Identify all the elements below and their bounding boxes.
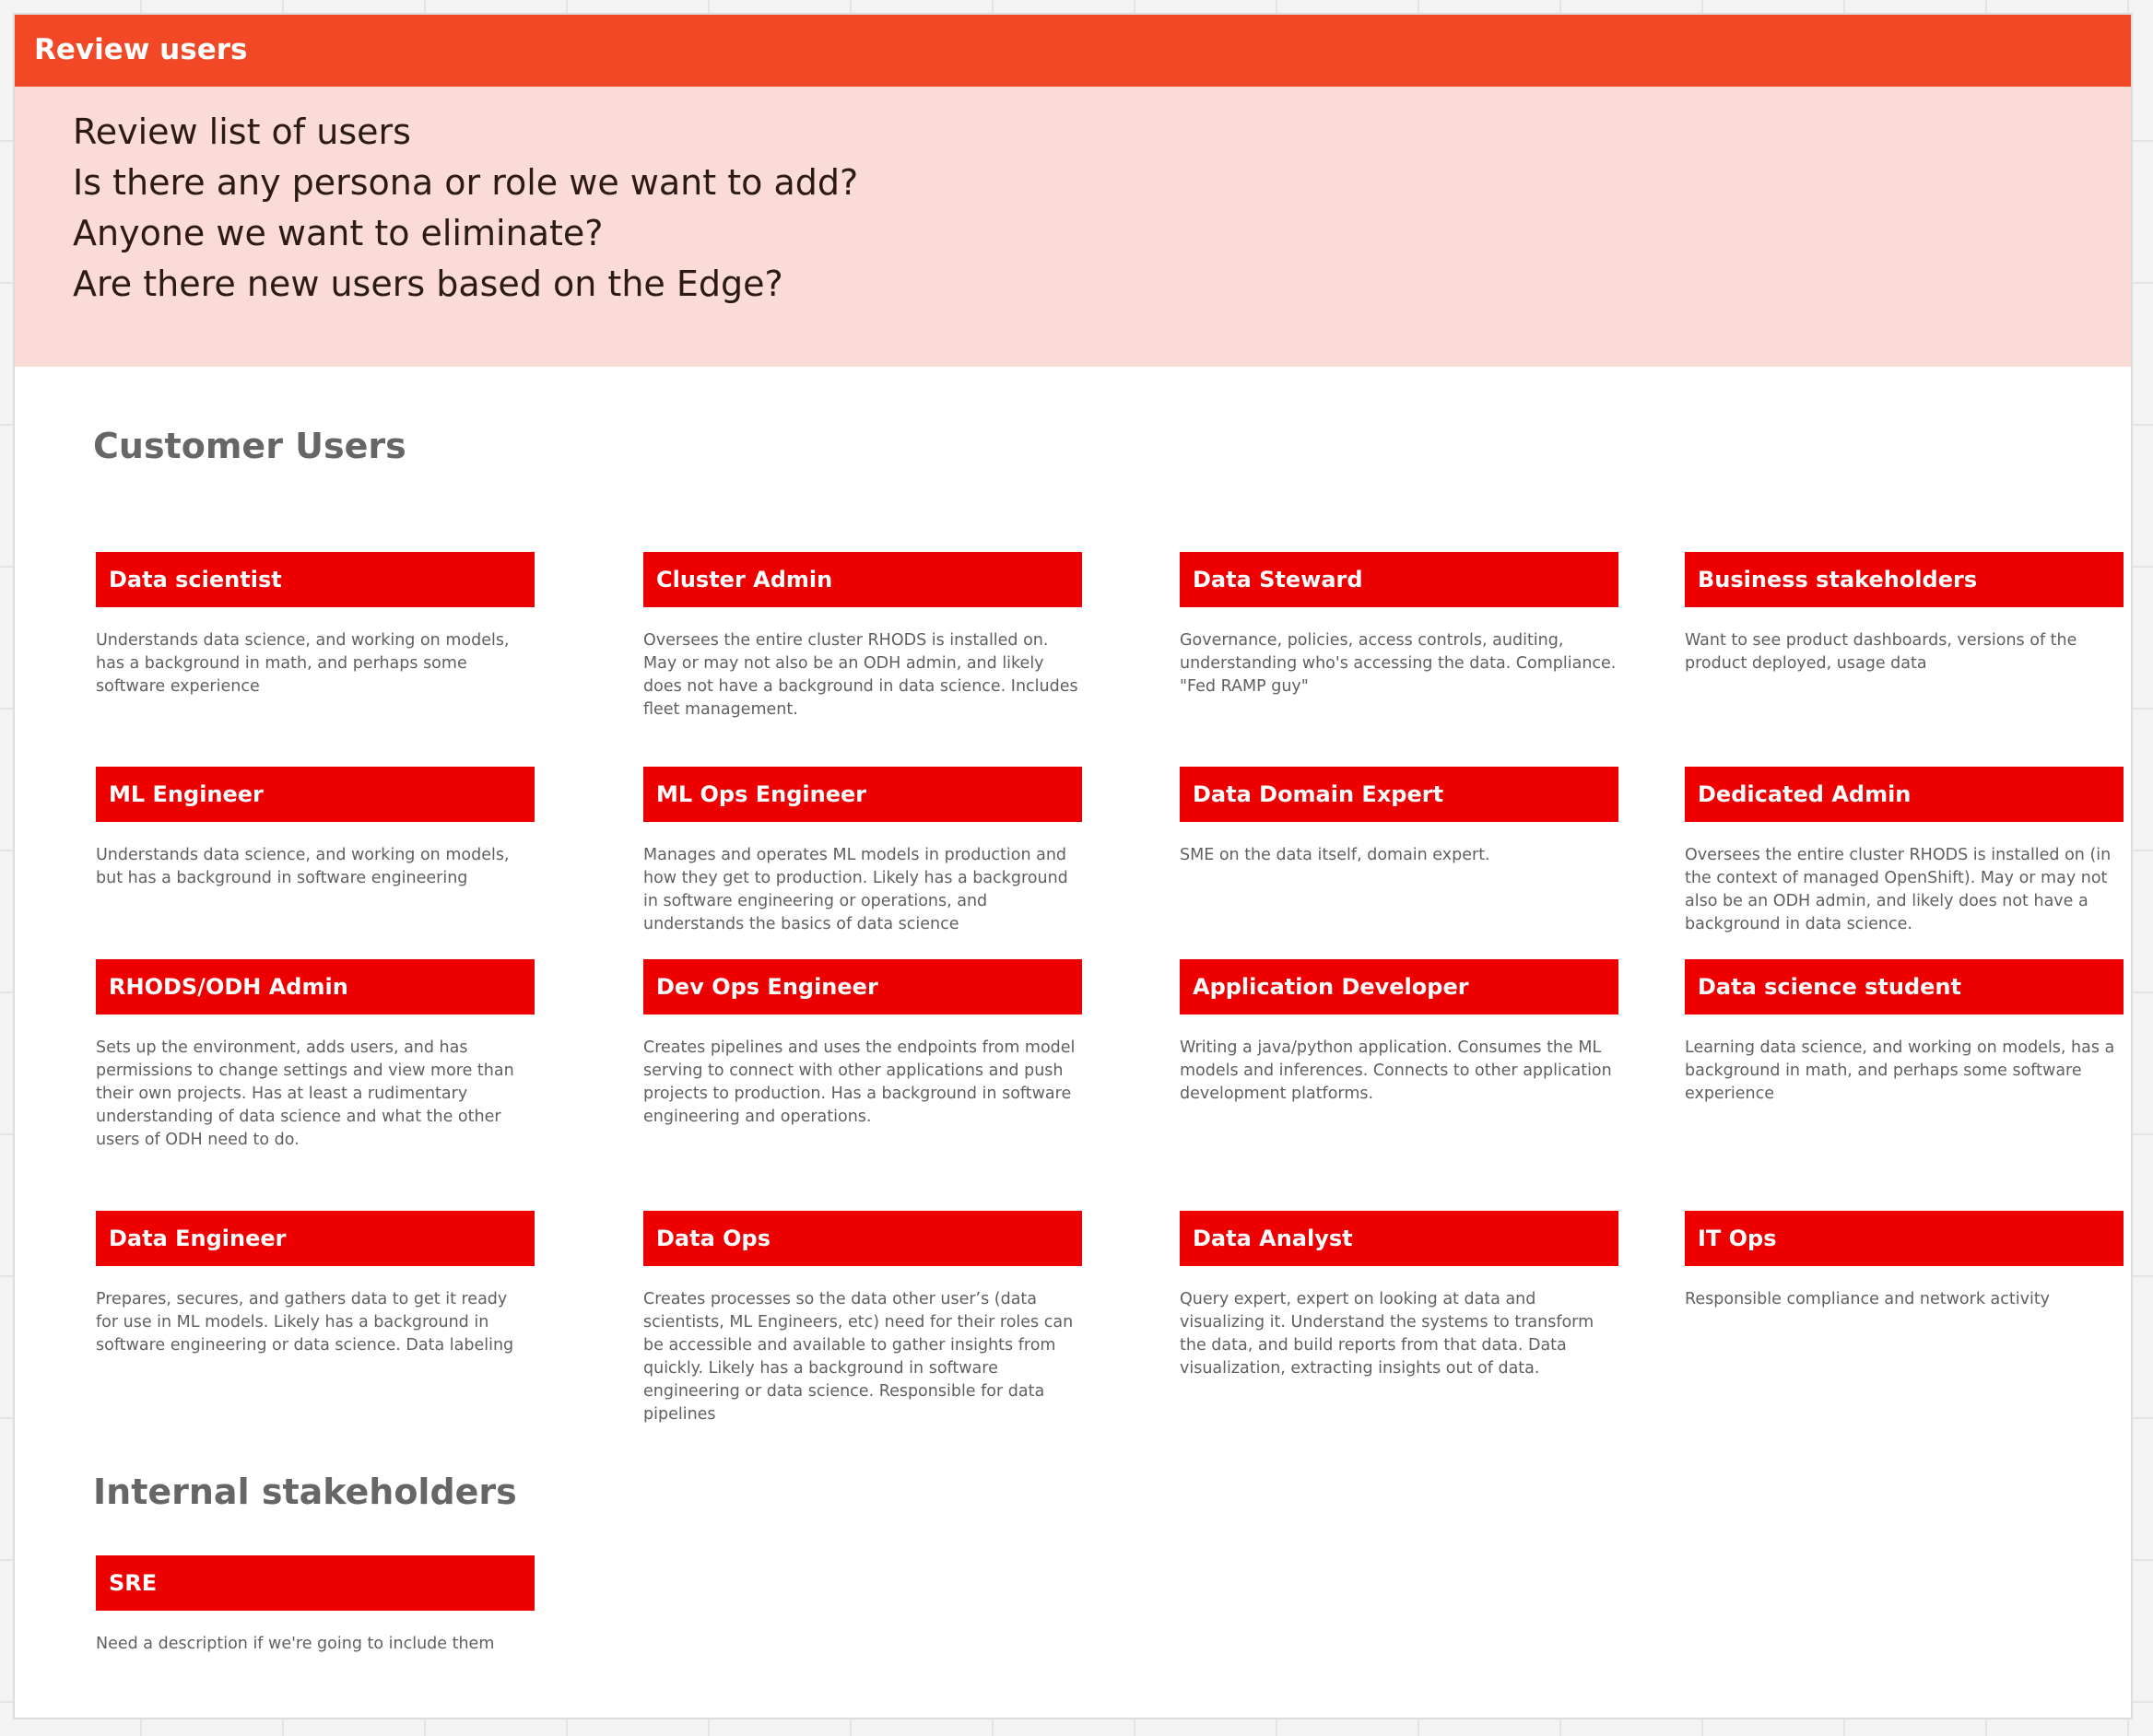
persona-title: Data science student <box>1685 959 2124 1015</box>
persona-description: Sets up the environment, adds users, and has permissions to change settings and view more than their own projects. Has at least a rudimentary understanding of data science and what the other users of ODH need to do. <box>96 1038 514 1149</box>
frame-title: Review users <box>34 33 248 66</box>
persona-title: Cluster Admin <box>643 552 1082 607</box>
notes-list <box>73 107 858 310</box>
persona-card-data-ops[interactable] <box>643 1211 1082 1426</box>
persona-description: Prepares, secures, and gathers data to get it ready for use in ML models. Likely has a background in software engineering or data science. Data labeling <box>96 1290 514 1355</box>
customer-users-heading[interactable]: Customer Users <box>93 426 406 466</box>
persona-card-sre[interactable] <box>96 1555 535 1656</box>
persona-card-rhods-odh-admin[interactable] <box>96 959 535 1152</box>
persona-card-cluster-admin[interactable] <box>643 552 1082 721</box>
persona-card-data-scientist[interactable] <box>96 552 535 698</box>
notes-line: Are there new users based on the Edge? <box>73 264 783 304</box>
review-users-frame <box>15 15 2131 1718</box>
persona-description: Oversees the entire cluster RHODS is installed on (in the context of managed OpenShift). May or may not also be an ODH admin, and likely does not have a background in data science. <box>1685 846 2112 933</box>
persona-description: Understands data science, and working on models, has a background in math, and perhaps some software experience <box>96 631 510 696</box>
persona-title: Application Developer <box>1180 959 1618 1015</box>
persona-title: ML Engineer <box>96 767 535 822</box>
notes-line: Anyone we want to eliminate? <box>73 213 604 253</box>
persona-description: Governance, policies, access controls, auditing, understanding who's accessing the data. Compliance. "Fed RAMP guy" <box>1180 631 1617 696</box>
persona-description: Understands data science, and working on models, but has a background in software engineering <box>96 846 510 887</box>
persona-card-data-analyst[interactable] <box>1180 1211 1618 1380</box>
persona-description: Creates processes so the data other user’s (data scientists, ML Engineers, etc) need for their roles can be accessible and available to gather insights from quickly. Likely has a background in software engineering or data science. Responsible for data pipelines <box>643 1290 1074 1424</box>
persona-description: Need a description if we're going to include them <box>96 1635 495 1653</box>
persona-description: Creates pipelines and uses the endpoints from model serving to connect with other applications and push projects to production. Has a background in software engineering and operations. <box>643 1038 1076 1126</box>
frame-header[interactable] <box>15 15 2131 87</box>
persona-title: Data Steward <box>1180 552 1618 607</box>
persona-card-data-engineer[interactable] <box>96 1211 535 1357</box>
persona-card-data-steward[interactable] <box>1180 552 1618 698</box>
persona-description: Want to see product dashboards, versions of the product deployed, usage data <box>1685 631 2077 673</box>
persona-title: Data Analyst <box>1180 1211 1618 1266</box>
persona-description: Writing a java/python application. Consumes the ML models and inferences. Connects to other application development platforms. <box>1180 1038 1612 1103</box>
persona-title: Data Domain Expert <box>1180 767 1618 822</box>
persona-card-data-science-student[interactable] <box>1685 959 2124 1106</box>
persona-title: IT Ops <box>1685 1211 2124 1266</box>
persona-description: Responsible compliance and network activity <box>1685 1290 2051 1308</box>
persona-card-dev-ops-engineer[interactable] <box>643 959 1082 1129</box>
persona-card-ml-ops-engineer[interactable] <box>643 767 1082 936</box>
persona-card-dedicated-admin[interactable] <box>1685 767 2124 936</box>
internal-stakeholders-heading[interactable]: Internal stakeholders <box>93 1472 517 1512</box>
persona-title: Dedicated Admin <box>1685 767 2124 822</box>
persona-title: Business stakeholders <box>1685 552 2124 607</box>
persona-title: Dev Ops Engineer <box>643 959 1082 1015</box>
persona-title: SRE <box>96 1555 535 1611</box>
persona-title: Data Ops <box>643 1211 1082 1266</box>
persona-card-application-developer[interactable] <box>1180 959 1618 1106</box>
persona-card-data-domain-expert[interactable] <box>1180 767 1618 867</box>
persona-description: Oversees the entire cluster RHODS is installed on. May or may not also be an ODH admin, and likely does not have a background in data science. Includes fleet management. <box>643 631 1078 719</box>
persona-description: Query expert, expert on looking at data and visualizing it. Understand the systems to transform the data, and build reports from that data. Data visualization, extracting insights out of data. <box>1180 1290 1594 1378</box>
persona-card-business-stakeholders[interactable] <box>1685 552 2124 675</box>
notes-panel[interactable] <box>15 87 2131 367</box>
persona-description: Manages and operates ML models in production and how they get to production. Likely has a background in software engineering or operations, and understands the basics of data science <box>643 846 1068 933</box>
persona-title: RHODS/ODH Admin <box>96 959 535 1015</box>
persona-card-it-ops[interactable] <box>1685 1211 2124 1311</box>
notes-line: Is there any persona or role we want to add? <box>73 162 859 203</box>
persona-card-ml-engineer[interactable] <box>96 767 535 890</box>
persona-description: SME on the data itself, domain expert. <box>1180 846 1490 864</box>
persona-title: Data Engineer <box>96 1211 535 1266</box>
persona-title: ML Ops Engineer <box>643 767 1082 822</box>
persona-title: Data scientist <box>96 552 535 607</box>
notes-line: Review list of users <box>73 111 411 152</box>
persona-description: Learning data science, and working on models, has a background in math, and perhaps some software experience <box>1685 1038 2115 1103</box>
